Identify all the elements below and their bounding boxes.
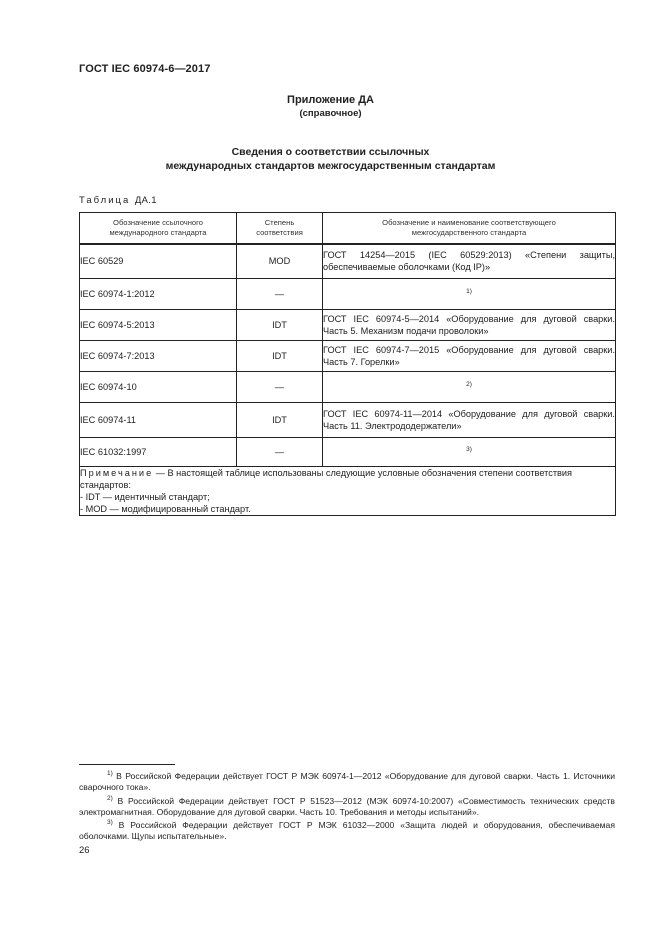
appendix-title: Приложение ДА — [287, 94, 374, 106]
table-header-row — [80, 213, 616, 245]
cell-footnote-ref: 2) — [323, 371, 616, 402]
cell-degree: IDT — [237, 309, 323, 340]
footnote-divider — [79, 764, 175, 765]
cell-ref: IEC 60529 — [80, 244, 237, 278]
footnote-text: В Российской Федерации действует ГОСТ Р МЭК 61032—2000 «Защита людей и оборудования, обеспечиваемая оболочками. Щупы испытательные». — [79, 819, 615, 842]
table-row — [80, 244, 616, 278]
table-row — [80, 309, 616, 340]
document-header: ГОСТ IEC 60974-6—2017 — [79, 63, 211, 75]
cell-desc: ГОСТ 14254—2015 (IEC 60529:2013) «Степени защиты, обеспечиваемые оболочками (Код IP)» — [323, 244, 616, 278]
cell-degree: MOD — [237, 244, 323, 278]
cell-desc: ГОСТ IEC 60974-11—2014 «Оборудование для дуговой сварки. Часть 11. Электрододержатели» — [323, 402, 616, 437]
cell-degree: — — [237, 437, 323, 466]
footnote-1 — [79, 768, 615, 794]
cell-ref: IEC 61032:1997 — [80, 437, 237, 466]
cell-desc: ГОСТ IEC 60974-5—2014 «Оборудование для дуговой сварки. Часть 5. Механизм подачи проволоки» — [323, 309, 616, 340]
footnote-text: В Российской Федерации действует ГОСТ Р 51523—2012 (МЭК 60974-10:2007) «Совместимость технических средств электромагнитная. Оборудование для дуговой сварки. Часть 10. Требования и методы испытаний». — [79, 795, 615, 818]
correspondence-table — [79, 212, 616, 516]
footnote-mark: 2) — [107, 795, 113, 802]
footnote-3 — [79, 817, 615, 843]
cell-ref: IEC 60974-11 — [80, 402, 237, 437]
note-item-mod: - MOD — модифицированный стандарт. — [80, 503, 251, 514]
table-row — [80, 278, 616, 309]
footnote-2 — [79, 793, 615, 819]
cell-ref: IEC 60974-7:2013 — [80, 340, 237, 371]
table-row — [80, 402, 616, 437]
table-row — [80, 437, 616, 466]
header-degree: Степень соответствия — [237, 213, 323, 245]
table-note-row — [80, 466, 616, 515]
cell-ref: IEC 60974-5:2013 — [80, 309, 237, 340]
table-label-number: ДА.1 — [134, 195, 157, 206]
table-row — [80, 340, 616, 371]
header-ref-standard: Обозначение ссылочного международного стандарта — [80, 213, 237, 245]
header-interstate-standard: Обозначение и наименование соответствующего межгосударственного стандарта — [323, 213, 616, 245]
note-item-idt: - IDT — идентичный стандарт; — [80, 491, 210, 502]
cell-degree: — — [237, 371, 323, 402]
section-title-line2: международных стандартов межгосударственным стандартам — [165, 160, 496, 172]
table-note — [80, 466, 616, 515]
cell-ref: IEC 60974-1:2012 — [80, 278, 237, 309]
table-label-word: Таблица — [79, 195, 131, 206]
cell-ref: IEC 60974-10 — [80, 371, 237, 402]
cell-degree: IDT — [237, 402, 323, 437]
appendix-subtitle: (справочное) — [299, 108, 362, 119]
table-label — [79, 195, 157, 206]
section-title — [0, 145, 661, 173]
table-row — [80, 371, 616, 402]
cell-degree: — — [237, 278, 323, 309]
cell-desc: ГОСТ IEC 60974-7—2015 «Оборудование для дуговой сварки. Часть 7. Горелки» — [323, 340, 616, 371]
footnote-mark: 1) — [107, 770, 113, 777]
note-text: — В настоящей таблице использованы следующие условные обозначения степени соответствия стандартов: — [80, 467, 573, 490]
cell-footnote-ref: 3) — [323, 437, 616, 466]
page-number: 26 — [79, 845, 90, 856]
cell-footnote-ref: 1) — [323, 278, 616, 309]
footnote-mark: 3) — [107, 819, 113, 826]
note-label: Примечание — [80, 467, 154, 478]
cell-degree: IDT — [237, 340, 323, 371]
footnote-text: В Российской Федерации действует ГОСТ Р МЭК 60974-1—2012 «Оборудование для дуговой сварки. Часть 1. Источники сварочного тока». — [79, 770, 615, 793]
section-title-line1: Сведения о соответствии ссылочных — [231, 146, 430, 158]
